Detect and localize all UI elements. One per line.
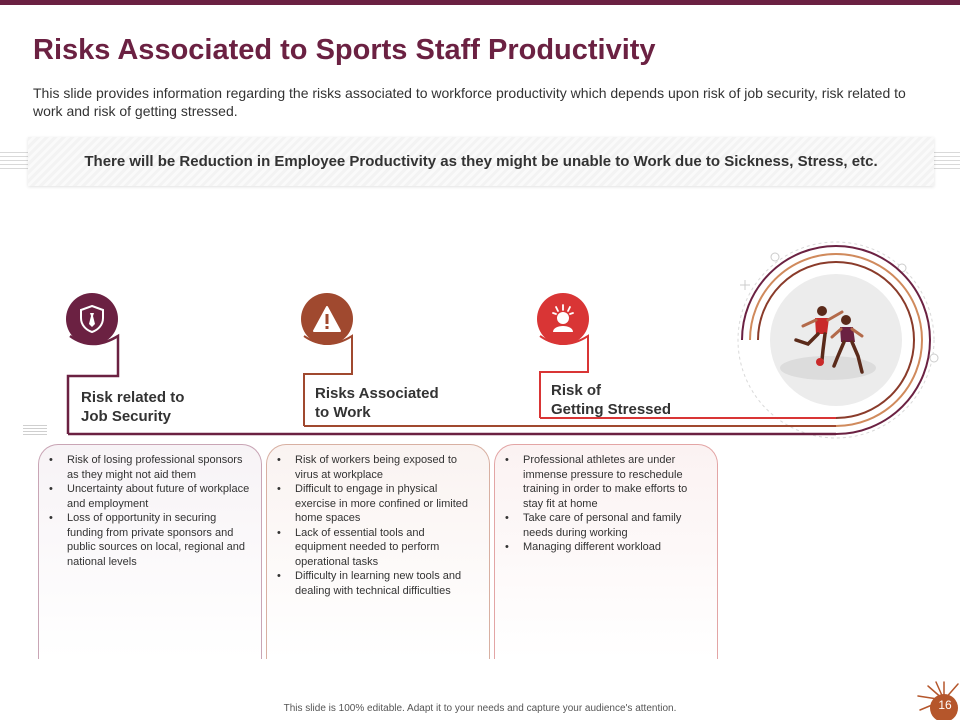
stress-risk-card xyxy=(494,444,718,659)
work-risk-bullets xyxy=(267,445,489,598)
footer-note: This slide is 100% editable. Adapt it to your needs and capture your audience's attention. xyxy=(283,703,677,714)
list-item: • Risk of losing professional sponsors as they might not aid them xyxy=(67,453,251,482)
slide-subtitle: This slide provides information regarding the risks associated to workforce productivity which depends upon risk of job security, risk related to work and risk of getting stressed. xyxy=(33,85,906,119)
step-2-label-line2: to Work xyxy=(315,404,371,421)
ring-dot xyxy=(930,354,938,362)
decorative-lines xyxy=(23,425,47,435)
step-3-label-line1: Risk of xyxy=(551,382,602,399)
shield-tie-icon xyxy=(79,305,105,333)
step-2-label-line1: Risks Associated xyxy=(315,385,439,402)
list-item: • Difficult to engage in physical exercise in more confined or limited home spaces xyxy=(295,482,479,526)
list-item: • Risk of workers being exposed to virus at workplace xyxy=(295,453,479,482)
page-number: 16 xyxy=(938,698,952,712)
step-3-icon xyxy=(537,293,589,345)
banner-text: There will be Reduction in Employee Productivity as they might be unable to Work due to Sickness, Stress, etc. xyxy=(84,153,878,170)
list-item: • Managing different workload xyxy=(523,540,707,555)
step-1-label-line2: Job Security xyxy=(81,408,172,425)
list-item: • Professional athletes are under immense pressure to reschedule training in order to make efforts to stay fit at home xyxy=(523,453,707,511)
step-2-icon xyxy=(301,293,353,345)
job-security-card xyxy=(38,444,262,659)
step-1-label xyxy=(81,388,184,426)
list-item: • Loss of opportunity in securing funding from private sponsors and public sources on local, regional and national levels xyxy=(67,511,251,569)
player-picture-bg xyxy=(770,274,902,406)
step-1-icon xyxy=(66,293,118,345)
list-item: • Take care of personal and family needs during working xyxy=(523,511,707,540)
slide-title: Risks Associated to Sports Staff Productivity xyxy=(33,34,656,66)
list-item: • Uncertainty about future of workplace and employment xyxy=(67,482,251,511)
ring-dot xyxy=(771,253,779,261)
job-security-bullets xyxy=(39,445,261,569)
work-risk-card xyxy=(266,444,490,659)
list-item: • Lack of essential tools and equipment needed to perform operational tasks xyxy=(295,526,479,570)
step-2-label xyxy=(315,384,439,422)
stress-risk-bullets xyxy=(495,445,717,555)
step-3-label xyxy=(551,381,671,419)
step-1-label-line1: Risk related to xyxy=(81,389,185,406)
warning-icon xyxy=(312,305,342,333)
ring-plus xyxy=(740,280,750,290)
stressed-person-icon xyxy=(548,304,578,334)
list-item: • Difficulty in learning new tools and dealing with technical difficulties xyxy=(295,569,479,598)
step-3-label-line2: Getting Stressed xyxy=(551,401,672,418)
